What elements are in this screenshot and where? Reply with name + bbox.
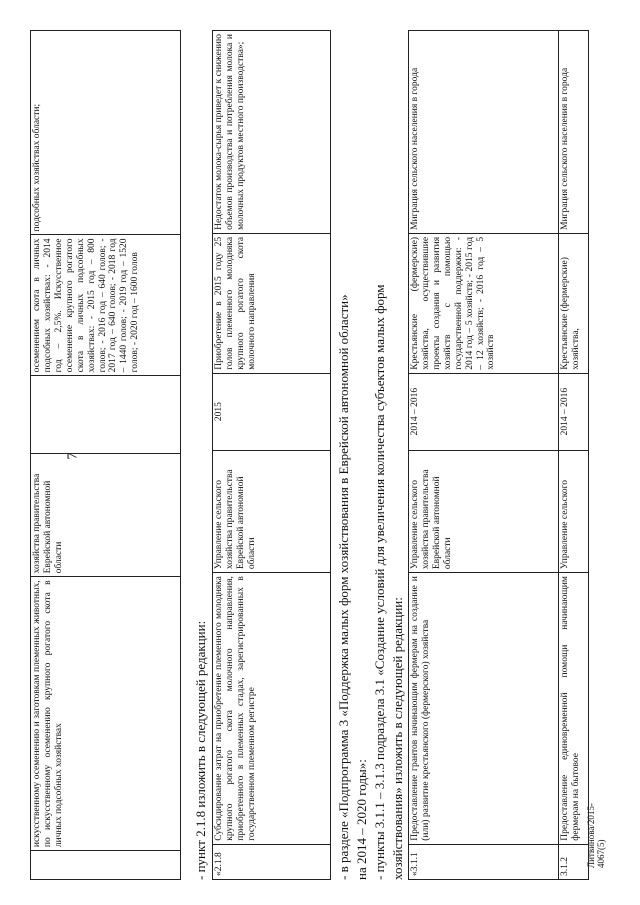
cell-desc: Субсидирование затрат на приобретение племенного молодняка крупного рогатого скота молочного направления, приобретенного в племенных стадах, зарегистрированных в государственном племенном регистре bbox=[213, 573, 331, 845]
cell-exec: Управление сельского хозяйства правительства Еврейской автономной области bbox=[213, 450, 331, 573]
cell-indicator: Крестьянские (фермерские) хозяйства, bbox=[559, 233, 589, 373]
paragraph: - пункт 2.1.8 изложить в следующей редакции: bbox=[193, 620, 208, 880]
cell-desc: искусственному осеменению и заготовкам племенных животных, по искусственному осеменению крупного рогатого скота в личных подсобных хозяйствах bbox=[31, 577, 181, 851]
cell-term bbox=[31, 376, 181, 453]
cell-term: 2014 – 2016 bbox=[559, 373, 589, 450]
cell-exec: хозяйства правительства Еврейской автономной области bbox=[31, 453, 181, 577]
paragraph: - в разделе «Подпрограмма 3 «Поддержка малых форм хозяйствования в Еврейской автономной области» bbox=[336, 294, 351, 880]
cell-num: «3.1.1 bbox=[409, 844, 559, 879]
paragraph: на 2014 – 2020 годы»: bbox=[354, 759, 369, 880]
table-row bbox=[409, 31, 559, 880]
cell-indicator: Приобретение в 2015 году 25 голов племенного молодняка крупного рогатого скота молочного направления bbox=[213, 233, 331, 373]
rotated-content bbox=[30, 30, 610, 880]
cell-exec: Управление сельского bbox=[559, 450, 589, 573]
table-31 bbox=[408, 30, 589, 880]
cell-risk: Недостаток молока-сырья приведет к снижению объемов производства и потребления молока и молочных продуктов местного производства»; bbox=[213, 31, 331, 234]
cell-term: 2014 – 2016 bbox=[409, 373, 559, 450]
paragraph: - пункты 3.1.1 – 3.1.3 подраздела 3.1 «Создание условий для увеличения количества субъектов малых форм bbox=[372, 284, 387, 880]
cell-term: 2015 bbox=[213, 373, 331, 450]
cell-desc: Предоставление грантов начинающим фермерам на создание и (или) развитие крестьянского (фермерского) хозяйства bbox=[409, 573, 559, 845]
table-top bbox=[30, 30, 181, 880]
cell-desc: Предоставление единовременной помощи начинающим фермерам на бытовое bbox=[559, 573, 589, 845]
cell-indicator: Крестьянские (фермерские) хозяйства, осуществившие проекты создания и развития хозяйств с помощью государственной поддержки: - 2014 год – 5 хозяйств; - 2015 год – 12 хозяйств; - 2016 год – 5 хозяйств bbox=[409, 233, 559, 373]
cell-num: «2.1.8 bbox=[213, 844, 331, 879]
table-218 bbox=[212, 30, 331, 880]
table-row bbox=[559, 31, 589, 880]
cell-num: 3.1.2 bbox=[559, 844, 589, 879]
page-number: 7 bbox=[65, 452, 81, 460]
cell-risk: Миграция сельского населения в города bbox=[409, 31, 559, 234]
table-row bbox=[31, 31, 181, 880]
table-row bbox=[213, 31, 331, 880]
cell-exec: Управление сельского хозяйства правительства Еврейской автономной области bbox=[409, 450, 559, 573]
cell-indicator: осеменением скота в личных подсобных хозяйствах: - 2014 год – 2,5%. Искусственное осеменение крупного рогатого скота в личных подсобных хозяйствах: - 2015 год – 800 голов; - 2016 год – 640 голов; - 2017 год – 640 голов; - 2018 год – 1440 голов; - 2019 год – 1520 голов; - 2020 год – 1600 голов bbox=[31, 235, 181, 376]
paragraph: хозяйствования» изложить в следующей редакции: bbox=[390, 597, 405, 880]
cell-risk: Миграция сельского населения в города bbox=[559, 31, 589, 234]
cell-num bbox=[31, 851, 181, 880]
footer-code: Литвинова/2015-4067(5) bbox=[586, 803, 606, 868]
cell-risk: подсобных хозяйствах области; bbox=[31, 31, 181, 235]
